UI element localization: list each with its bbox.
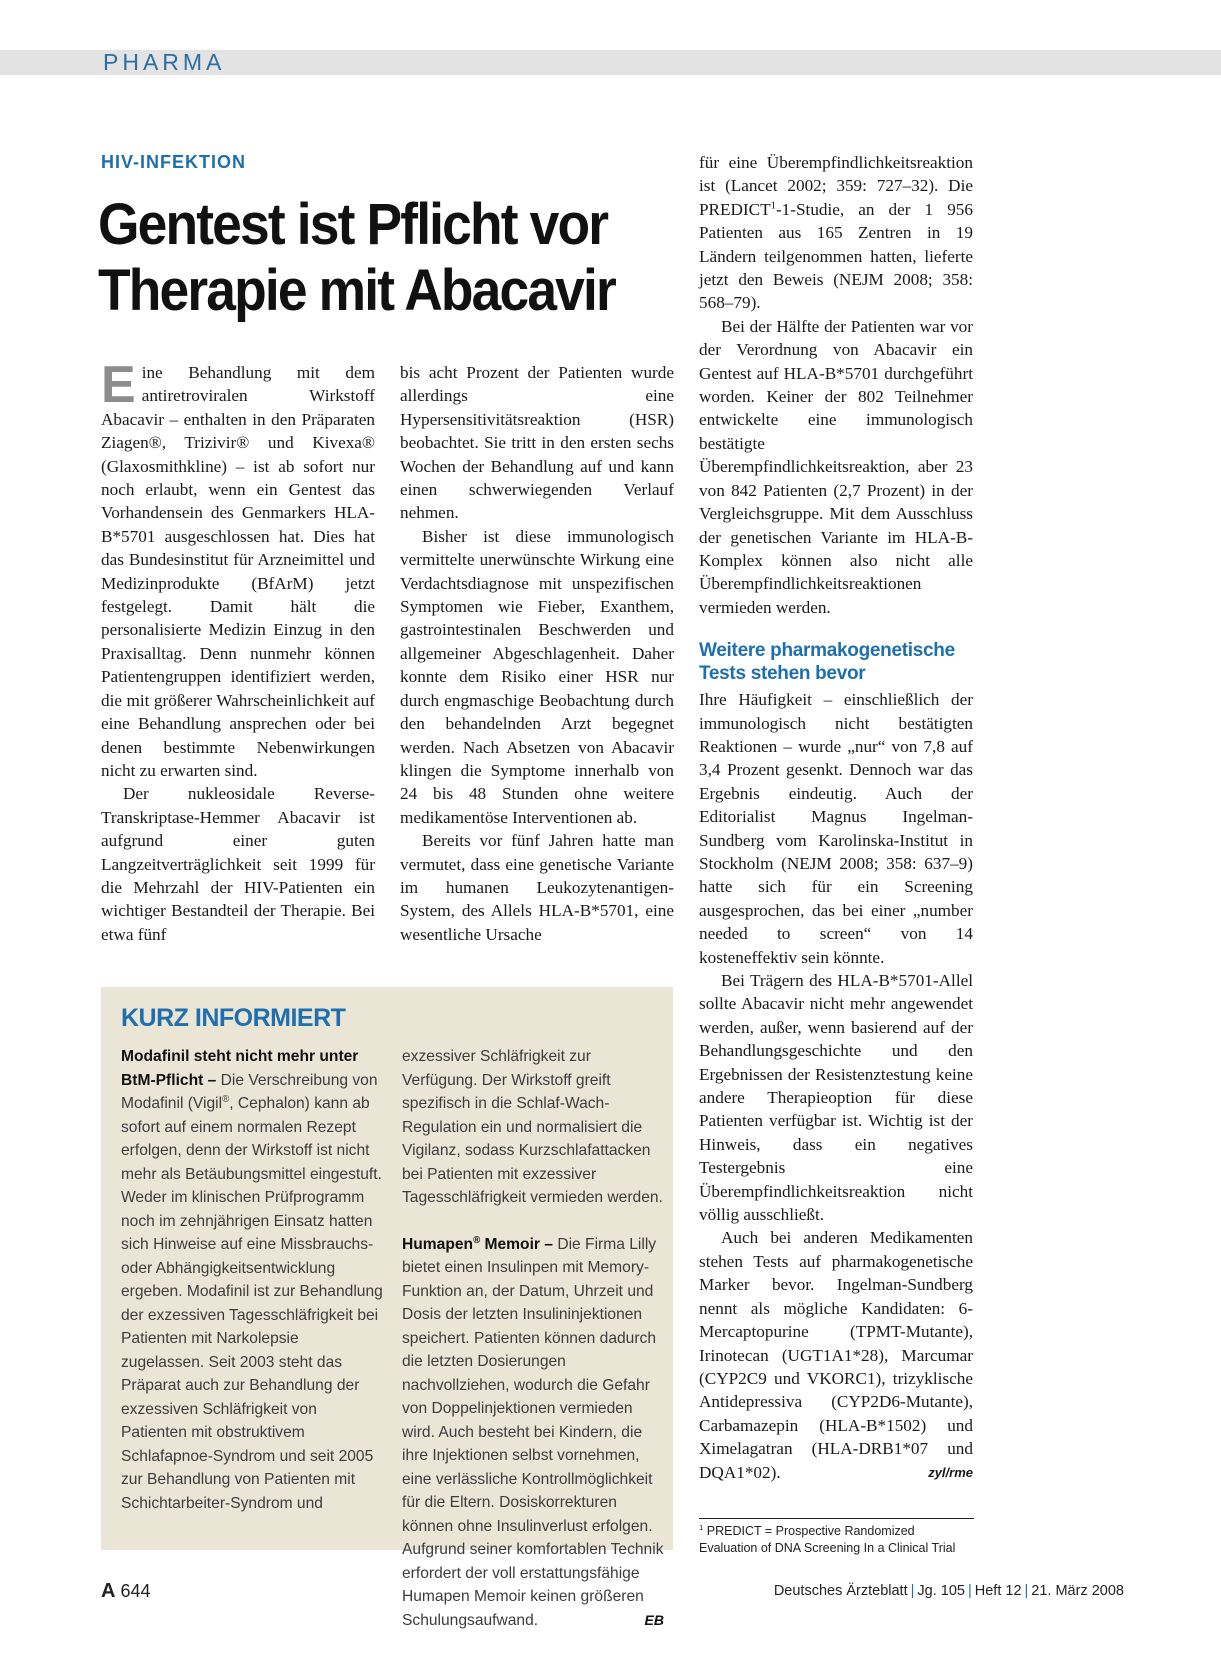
article-paragraph: für eine Überempfindlichkeitsreaktion ist (Lancet 2002; 359: 727–32). Die PREDICT$^1$-1-Studie, an der 1 956 Patienten aus 165 Zentren in 19 Ländern teilgenommen hatten, lieferte jetzt den Beweis (NEJM 2008; 358: 568–79). [699,153,973,313]
article-headline [98,192,650,324]
footnote-number: 1 [699,1522,704,1532]
article-paragraph: Bei Trägern des HLA-B*5701-Allel sollte Abacavir nicht mehr angewendet werden, außer, wenn basierend auf der Behandlungsgeschichte und den Ergebnissen der Resistenztestung keine andere Therapieoption für diese Patienten verfügbar ist. Wichtig ist der Hinweis, dass ein negatives Testergebnis eine Überempfindlichkeitsreaktion nicht völlig ausschließt. [699,971,973,1225]
article-column-1 [101,356,375,946]
article-paragraph: bis acht Prozent der Patienten wurde allerdings eine Hypersensitivitätsreaktion (HSR) beobachtet. Sie tritt in den ersten sechs Wochen der Behandlung auf und kann einen schwerwiegenden Verlauf nehmen. [400,363,674,523]
article-paragraph: Auch bei anderen Medikamenten stehen Tests auf pharmakogenetische Marker bevor. Ingelman-Sundberg nennt als mögliche Kandidaten: 6-Mercaptopurine (TPMT-Mutante), Irinotecan (UGT1A1*28), Marcumar (CYP2C9 und VKORC1), trizyklische Antidepressiva (CYP2D6-Mutante), Carbamazepin (HLA-B*1502) und Ximelagatran (HLA-DRB1*07 und DQA1*02). zyl/rme [699,1226,973,1483]
article-paragraph: Bei der Hälfte der Patienten war vor der Verordnung von Abacavir ein Gentest auf HLA-B*5701 durchgeführt worden. Keiner der 802 Teilnehmer entwickelte eine immunologisch bestätigte Überempfindlichkeitsreaktion, aber 23 von 842 Patienten (2,7 Prozent) in der Vergleichsgruppe. Mit dem Ausschluss der genetischen Variante im HLA-B-Komplex können also nicht alle Überempfindlichkeitsreaktionen vermieden werden. [699,316,973,617]
info-box-title: KURZ INFORMIERT [121,1004,346,1032]
article-column-3 [699,151,973,1484]
info-item-head: Humapen® Memoir – [402,1234,553,1253]
journal-volume: Jg. 105 [917,1583,965,1599]
section-label: PHARMA [103,49,226,75]
journal-issue: Heft 12 [974,1583,1022,1599]
info-box-column-2 [402,1045,664,1655]
headline-line-1: Gentest ist Pflicht vor [98,192,608,257]
article-paragraph: Eine Behandlung mit dem antiretroviralen Wirkstoff Abacavir – enthalten in den Präparaten Ziagen®, Trizivir® und Kivexa® (Glaxosmithkline) – ist ab sofort nur noch erlaubt, wenn ein Gentest das Vorhandensein des Genmarkers HLA-B*5701 ausgeschlossen hat. Dies hat das Bundesinstitut für Arzneimittel und Medizinprodukte (BfArM) jetzt festgelegt. Damit hält die personalisierte Medizin Einzug in den Praxisalltag. Denn nunmehr können Patientengruppen identifiziert werden, die mit größerer Wahrscheinlichkeit auf eine Behandlung ansprechen oder bei denen bestimmte Nebenwirkungen nicht zu erwarten sind. [101,356,375,780]
footnote-marker: 1 [770,200,776,212]
article-paragraph: Bereits vor fünf Jahren hatte man vermutet, dass eine genetische Variante im humanen Leukozytenantigen-System, des Allels HLA-B*5701, eine wesentliche Ursache [400,831,674,944]
journal-date: 21. März 2008 [1031,1583,1124,1599]
journal-name: Deutsches Ärzteblatt [773,1583,908,1599]
page-number: A 644 [101,1580,151,1602]
author-byline: zyl/rme [928,1464,973,1480]
article-paragraph: Der nukleosidale Reverse-Transkriptase-Hemmer Abacavir ist aufgrund einer guten Langzeitverträglichkeit seit 1999 für die Mehrzahl der HIV-Patienten ein wichtiger Bestandteil der Therapie. Bei etwa fünf [101,784,375,944]
article-paragraph: Bisher ist diese immunologisch vermittelte unerwünschte Wirkung eine Verdachtsdiagnose mit unspezifischen Symptomen wie Fieber, Exanthem, gastrointestinalen Beschwerden und allgemeiner Abgeschlagenheit. Daher konnte dem Risiko einer HSR nur durch engmaschige Beobachtung durch den behandelnden Arzt begegnet werden. Nach Absetzen von Abacavir klingen die Symptome innerhalb von 24 bis 48 Stunden ohne weitere medikamentöse Interventionen ab. [400,526,674,827]
footnote: $^1$ PREDICT = Prospective Randomized Evaluation of DNA Screening In a Clinical Trial [699,1518,974,1557]
article-paragraph: Ihre Häufigkeit – einschließlich der immunologisch nicht bestätigten Reaktionen – wurde „nur“ von 7,8 auf 3,4 Prozent gesenkt. Dennoch war das Ergebnis eindeutig. Auch der Editorialist Magnus Ingelman-Sundberg vom Karolinska-Institut in Stockholm (NEJM 2008; 358: 637–9) hatte sich für ein Screening ausgesprochen, das bei einer „number needed to screen“ von 14 kosteneffektiv sein könnte. [699,690,973,967]
drop-cap: E [101,356,136,414]
journal-footer: Deutsches Ärzteblatt | Jg. 105 | Heft 12 | 21. März 2008 [773,1583,1124,1599]
article-kicker: HIV-INFEKTION [101,152,247,172]
info-item: Humapen® Memoir – Die Firma Lilly bietet einen Insulinpen mit Memory-Funktion an, der Datum, Uhrzeit und Dosis der letzten Insulininjektionen speichert. Patienten können dadurch die letzten Dosierungen nachvollziehen, wodurch die Gefahr von Doppelinjektionen vermieden wird. Auch besteht bei Kindern, die ihre Injektionen selbst vornehmen, eine verlässliche Kontrollmöglichkeit für die Eltern. Dosiskorrekturen können ohne Insulinverlust erfolgen. Aufgrund seiner komfortablen Technik erfordert der voll erstattungsfähige Humapen Memoir keinen größeren Schulungsaufwand. EB [402,1233,664,1633]
article-column-2 [400,361,674,946]
article-subhead: Weitere pharmakogenetische Tests stehen bevor [699,640,955,685]
info-item: Modafinil steht nicht mehr unter BtM-Pflicht – Die Verschreibung von Modafinil (Vigil®, Cephalon) kann ab sofort auf einem normalen Rezept erfolgen, denn der Wirkstoff ist nicht mehr als Betäubungsmittel eingestuft. Weder im klinischen Prüfprogramm noch im zehnjährigen Einsatz hatten sich Hinweise auf eine Missbrauchs- oder Abhängigkeitsentwicklung ergeben. Modafinil ist zur Behandlung der exzessiven Tagesschläfrigkeit bei Patienten mit Narkolepsie zugelassen. Seit 2003 steht das Präparat auch zur Behandlung der exzessiven Schläfrigkeit von Patienten mit obstruktivem Schlafapnoe-Syndrom und seit 2005 zur Behandlung von Patienten mit Schichtarbeiter-Syndrom und [121,1048,383,1512]
info-item-head: Modafinil steht nicht mehr unter BtM-Pflicht – [121,1048,359,1089]
info-box-author: EB [644,1611,664,1628]
headline-line-2: Therapie mit Abacavir [98,258,615,323]
info-box-column-1 [121,1045,383,1538]
info-item-continued: exzessiver Schläfrigkeit zur Verfügung. Der Wirkstoff greift spezifisch in die Schlaf-Wach-Regulation ein und normalisiert die Vigilanz, sodass Kurzschlafattacken bei Patienten mit exzessiver Tagesschläfrigkeit vermieden werden. [402,1048,663,1206]
